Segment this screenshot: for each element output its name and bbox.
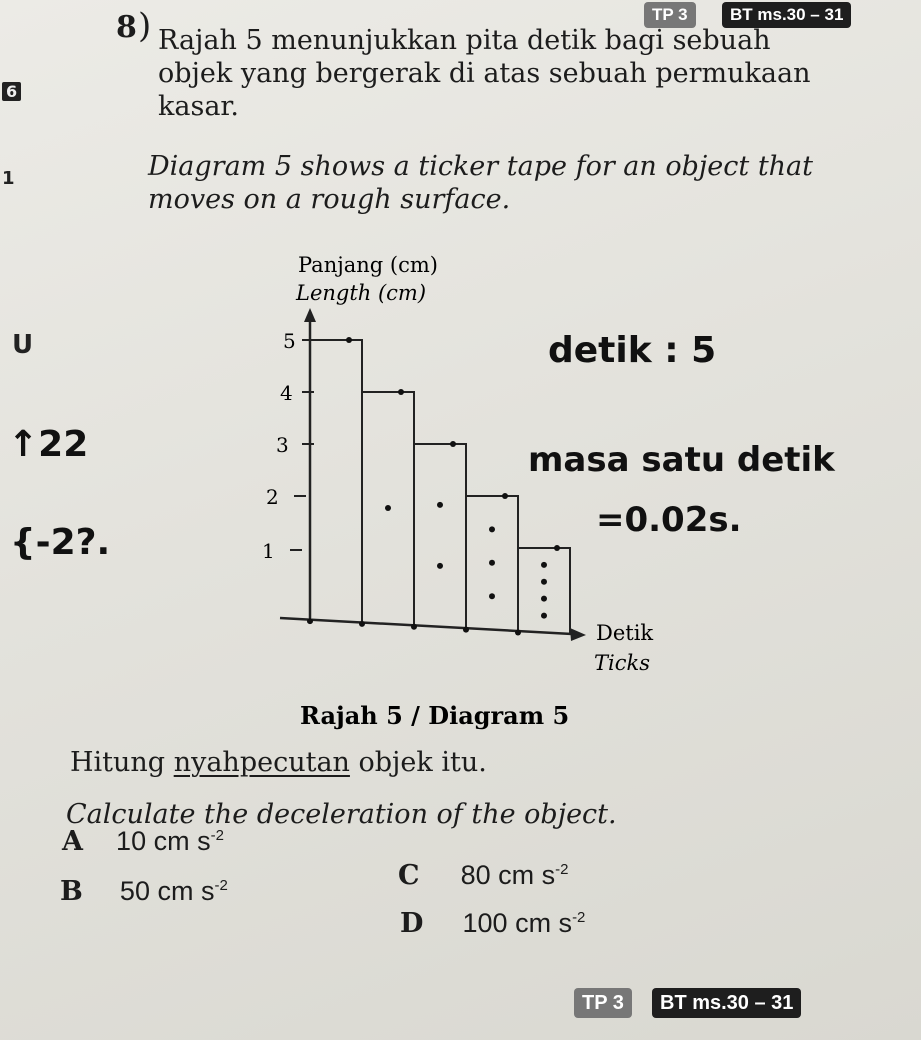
y-axis-label-malay: Panjang (cm)	[298, 253, 438, 277]
ticker-dot	[463, 627, 469, 633]
malay-line-2: objek yang bergerak di atas sebuah permukaan	[158, 58, 811, 89]
option-d-value	[463, 908, 586, 938]
y-axis-arrow	[304, 308, 316, 322]
option-d-exponent: -2	[572, 909, 586, 926]
margin-mark-6: 6	[2, 82, 21, 101]
y-tick-label-4: 4	[280, 381, 293, 405]
ticker-dot	[489, 526, 495, 532]
option-d-value-text: 100 cm s	[462, 908, 573, 938]
ticker-dot	[541, 579, 547, 585]
tp-badge-bottom: TP 3	[574, 988, 632, 1018]
ticker-strip-1	[310, 340, 362, 622]
y-tick-label-5: 5	[283, 329, 296, 353]
ticker-dot	[437, 563, 443, 569]
option-b-value	[120, 876, 228, 906]
english-line-2: moves on a rough surface.	[148, 184, 511, 215]
tp-badge-top: TP 3	[644, 2, 696, 28]
ticker-dot	[541, 613, 547, 619]
option-c-exponent: -2	[555, 861, 569, 878]
ticker-dot	[554, 545, 560, 551]
reference-badge-bottom: BT ms.30 – 31	[652, 988, 801, 1018]
question-number: 8	[116, 10, 137, 45]
option-c-value	[461, 860, 569, 890]
option-d-letter: D	[400, 908, 424, 939]
ticker-strip-3	[414, 444, 466, 628]
malay-line-1: Rajah 5 menunjukkan pita detik bagi sebuah	[158, 25, 771, 56]
option-b[interactable]	[60, 876, 228, 907]
option-b-exponent: -2	[214, 877, 228, 894]
ticker-dot	[359, 621, 365, 627]
handwritten-note-ticks: detik : 5	[548, 330, 717, 371]
x-axis-label-malay: Detik	[596, 621, 654, 645]
ticker-dot	[385, 505, 391, 511]
ticker-strips	[307, 337, 570, 635]
y-tick-label-3: 3	[276, 433, 289, 457]
ticker-dot	[541, 596, 547, 602]
x-axis	[280, 618, 572, 634]
ticker-strip-5	[518, 548, 570, 634]
ticker-dot	[450, 441, 456, 447]
x-axis-label-english: Ticks	[594, 651, 650, 675]
question-ask-english: Calculate the deceleration of the object.	[66, 799, 617, 830]
option-b-letter: B	[60, 876, 83, 907]
option-a[interactable]	[62, 826, 224, 857]
option-c-value-text: 80 cm s	[460, 860, 556, 890]
handwritten-margin-note-2: {-2?.	[10, 522, 111, 563]
ticker-dot	[489, 593, 495, 599]
option-d[interactable]	[400, 908, 585, 939]
question-number-bracket: )	[138, 6, 152, 46]
diagram-caption: Rajah 5 / Diagram 5	[300, 701, 570, 730]
ticker-dot	[307, 618, 313, 624]
margin-mark-1: 1	[2, 168, 15, 189]
english-line-1: Diagram 5 shows a ticker tape for an object that	[148, 151, 814, 182]
y-tick-label-1: 1	[262, 539, 275, 563]
handwritten-margin-note-1: ↑22	[8, 424, 89, 465]
ticker-dot	[437, 502, 443, 508]
ask-malay-before: Hitung	[70, 747, 174, 778]
option-a-value-text: 10 cm s	[116, 826, 211, 856]
x-axis-arrow	[570, 628, 586, 641]
ticker-dot	[489, 560, 495, 566]
y-ticks	[262, 329, 314, 563]
ticker-dot	[541, 562, 547, 568]
y-axis-label-english: Length (cm)	[296, 281, 427, 305]
ticker-dot	[398, 389, 404, 395]
handwritten-note-value: =0.02s.	[596, 500, 742, 540]
margin-mark-u: U	[12, 330, 34, 360]
question-ask-malay	[70, 746, 487, 779]
handwritten-note-time-per-tick: masa satu detik	[528, 440, 835, 480]
ticker-dot	[411, 624, 417, 630]
option-c[interactable]	[398, 860, 568, 891]
ticker-dot	[346, 337, 352, 343]
option-a-value	[116, 826, 224, 856]
option-a-exponent: -2	[210, 827, 224, 844]
y-tick-label-2: 2	[266, 485, 279, 509]
ask-malay-after: objek itu.	[349, 747, 487, 778]
malay-line-3: kasar.	[158, 91, 239, 122]
option-c-letter: C	[398, 860, 420, 891]
ticker-dot	[502, 493, 508, 499]
reference-badge-top: BT ms.30 – 31	[722, 2, 851, 28]
ticker-dot	[515, 629, 521, 635]
option-b-value-text: 50 cm s	[119, 876, 215, 906]
ask-malay-keyword: nyahpecutan	[173, 747, 350, 778]
option-a-letter: A	[62, 826, 83, 857]
